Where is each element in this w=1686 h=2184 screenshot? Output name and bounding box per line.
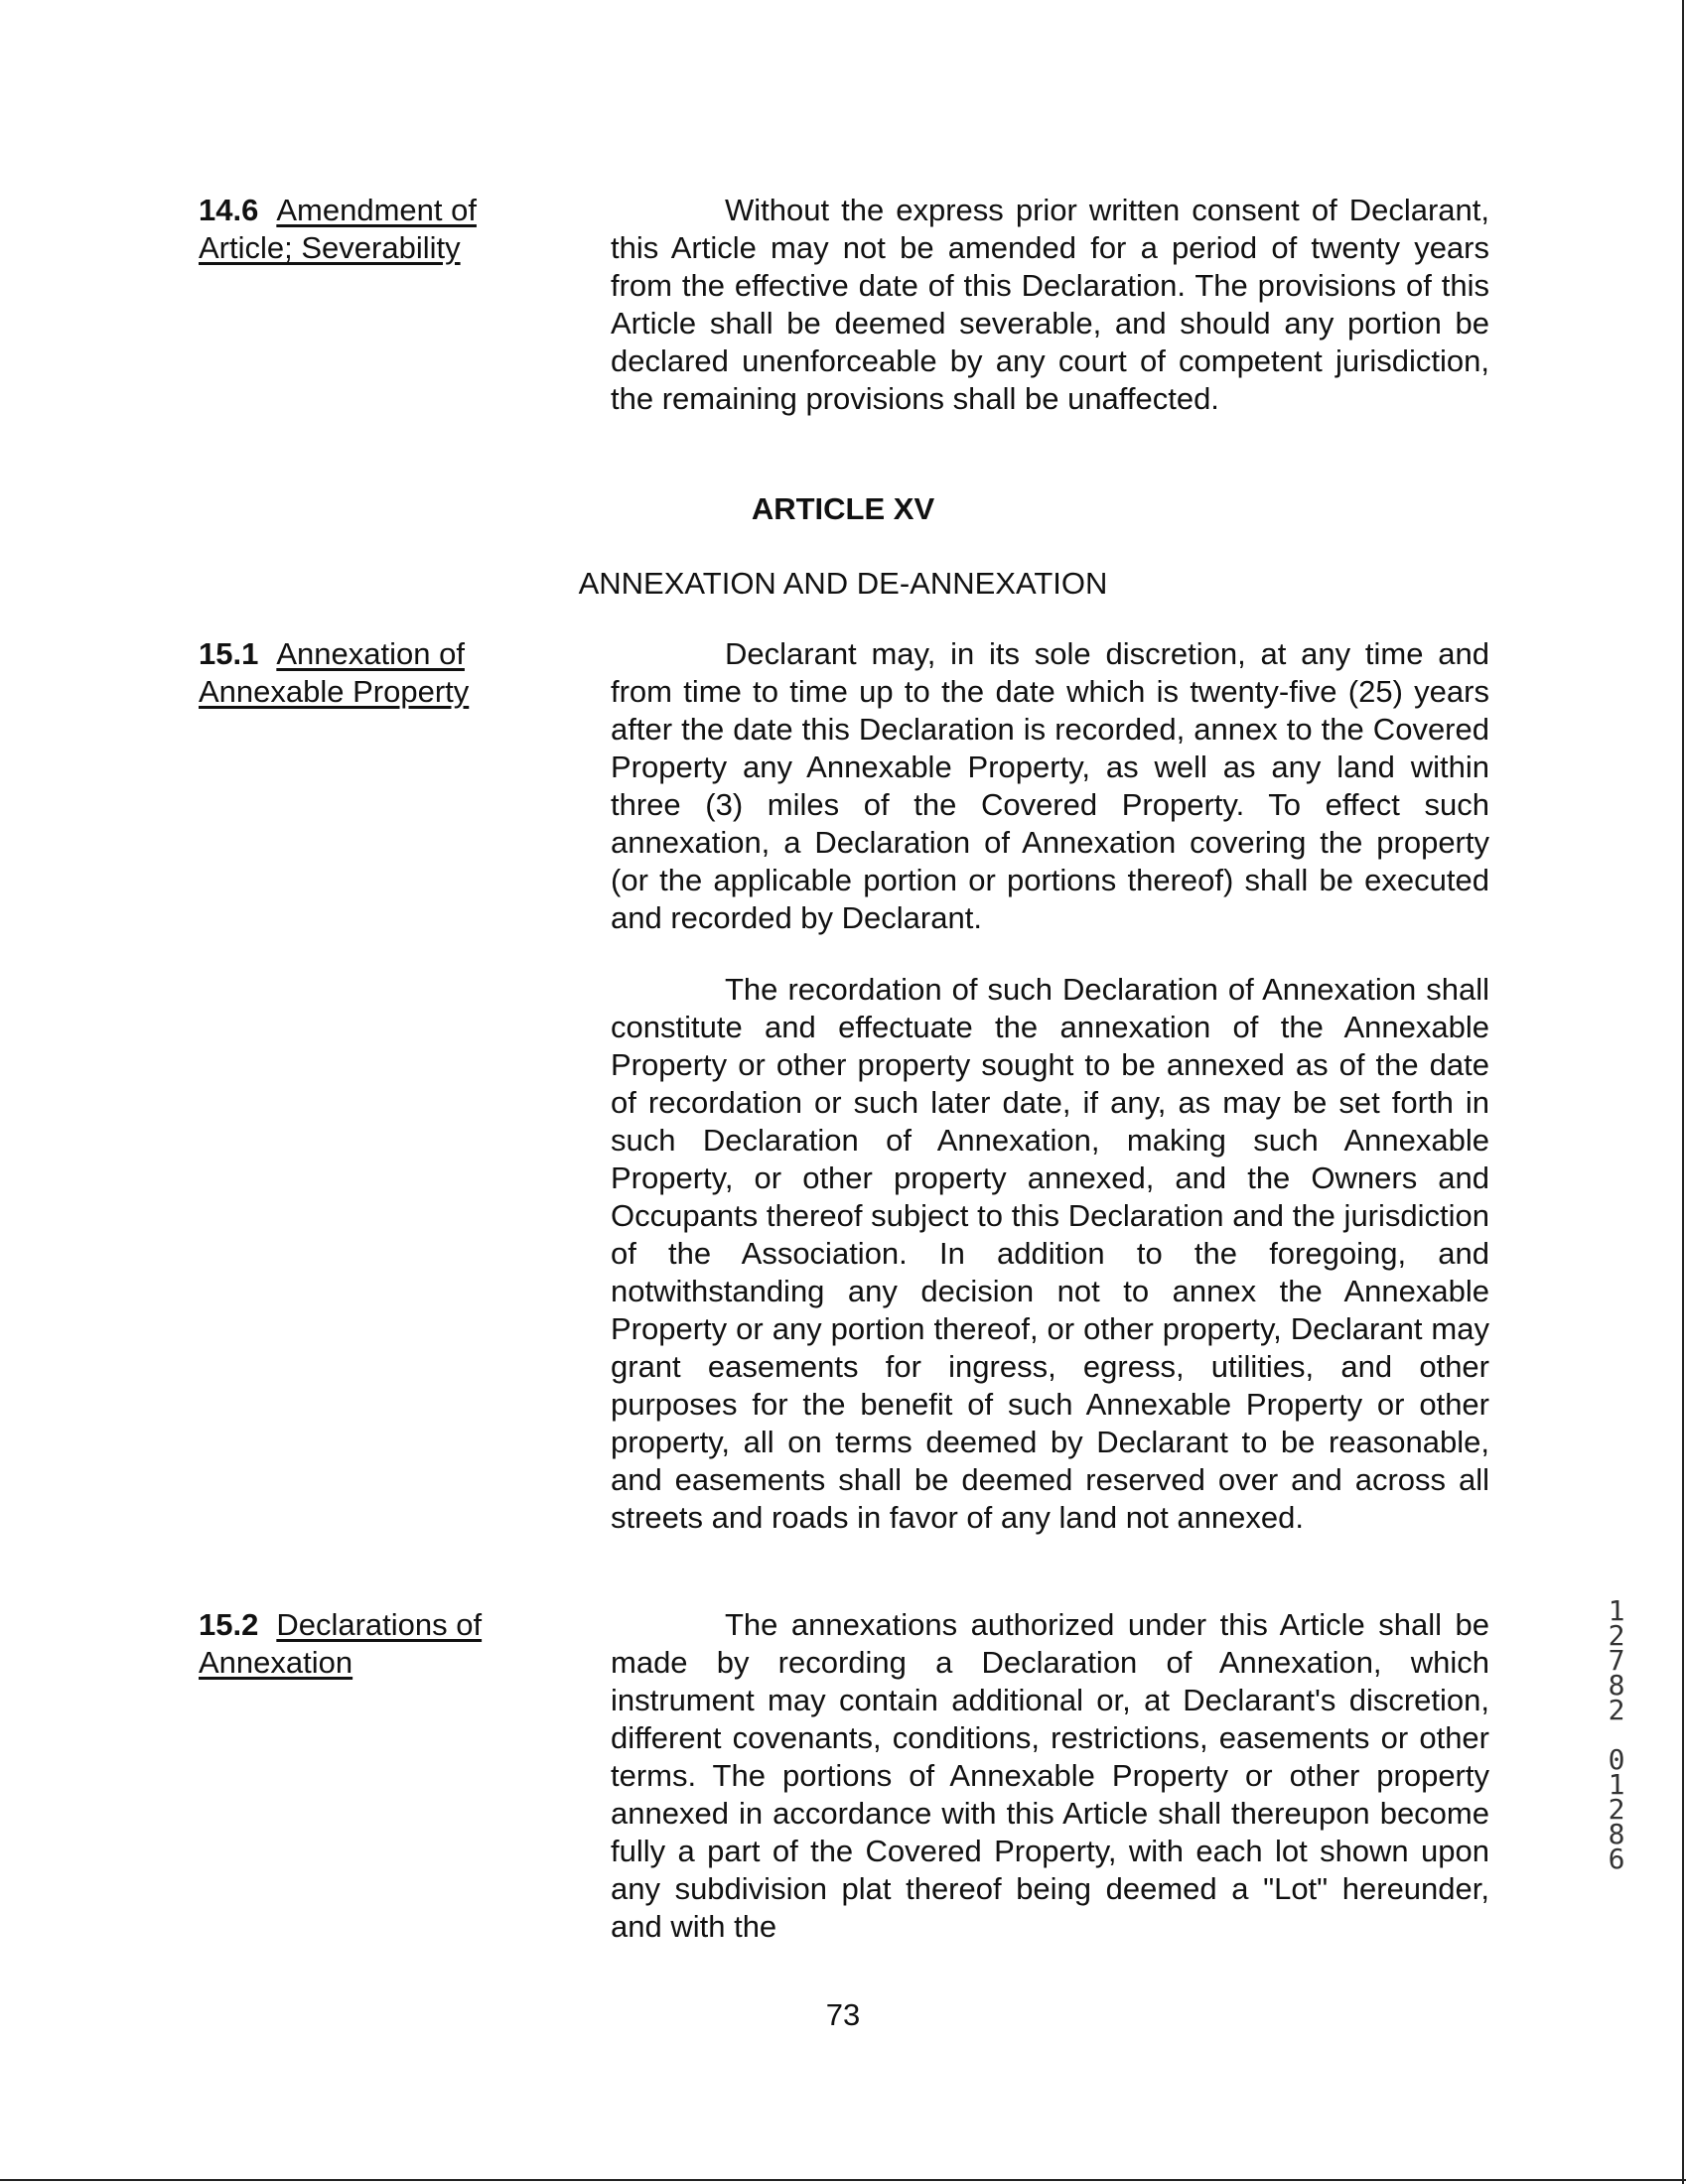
page-edge-bottom: [0, 2179, 1686, 2181]
page-edge-right: [1682, 0, 1684, 2184]
section-paragraph: Without the express prior written consent of Declarant, this Article may not be amended for a period of twenty years from the effective date of this Declaration. The provisions of this Article shall be deemed severable, and should any portion be declared unenforceable by any court of competent jurisdiction, the remaining provisions shall be unaffected.: [611, 193, 1489, 416]
article-heading: ARTICLE XV: [751, 491, 935, 526]
section-heading-15-2: [199, 1606, 536, 1682]
article-subheading: ANNEXATION AND DE-ANNEXATION: [578, 566, 1108, 601]
section-paragraph: The recordation of such Declaration of Annexation shall constitute and effectuate the annexation of the Annexable Property or other property sought to be annexed as of the date of recordation or such later date, if any, as may be set forth in such Declaration of Annexation, making such Annexable Property, or other property annexed, and the Owners and Occupants thereof subject to this Declaration and the jurisdiction of the Association. In addition to the foregoing, and notwithstanding any decision not to annex the Annexable Property or any portion thereof, or other property, Declarant may grant easements for ingress, egress, utilities, and other purposes for the benefit of such Annexable Property or other property, all on terms deemed by Declarant to be reasonable, and easements shall be deemed reserved over and across all streets and roads in favor of any land not annexed.: [611, 972, 1489, 1535]
section-number: 14.6: [199, 193, 259, 227]
section-paragraph: The annexations authorized under this Article shall be made by recording a Declaration of Annexation, which instrument may contain additional or, at Declarant's discretion, different covenants, conditions, restrictions, easements or other terms. The portions of Annexable Property or other property annexed in accordance with this Article shall thereupon become fully a part of the Covered Property, with each lot shown upon any subdivision plat thereof being deemed a "Lot" hereunder, and with the: [611, 1607, 1489, 1944]
section-title-line1: Declarations of: [276, 1607, 483, 1642]
section-number: 15.2: [199, 1607, 259, 1642]
section-title-line1: Annexation of: [276, 636, 465, 671]
section-title-line2: Annexation: [199, 1645, 353, 1680]
section-title-line2: Annexable Property: [199, 674, 470, 709]
section-heading-15-1: [199, 635, 536, 711]
section-title-line2: Article; Severability: [199, 230, 461, 265]
section-title-line1: Amendment of: [276, 193, 477, 227]
page-number: 73: [825, 1997, 861, 2032]
recording-stamp: 1 2 7 8 2 0 1 2 8 6: [1608, 1594, 1625, 1875]
section-paragraph: Declarant may, in its sole discretion, at any time and from time to time up to the date which is twenty-five (25) years after the date this Declaration is recorded, annex to the Covered Property any Annexable Property, as well as any land within three (3) miles of the Covered Property. To effect such annexation, a Declaration of Annexation covering the property (or the applicable portion or portions thereof) shall be executed and recorded by Declarant.: [611, 636, 1489, 935]
section-heading-14-6: [199, 192, 536, 267]
section-number: 15.1: [199, 636, 259, 671]
